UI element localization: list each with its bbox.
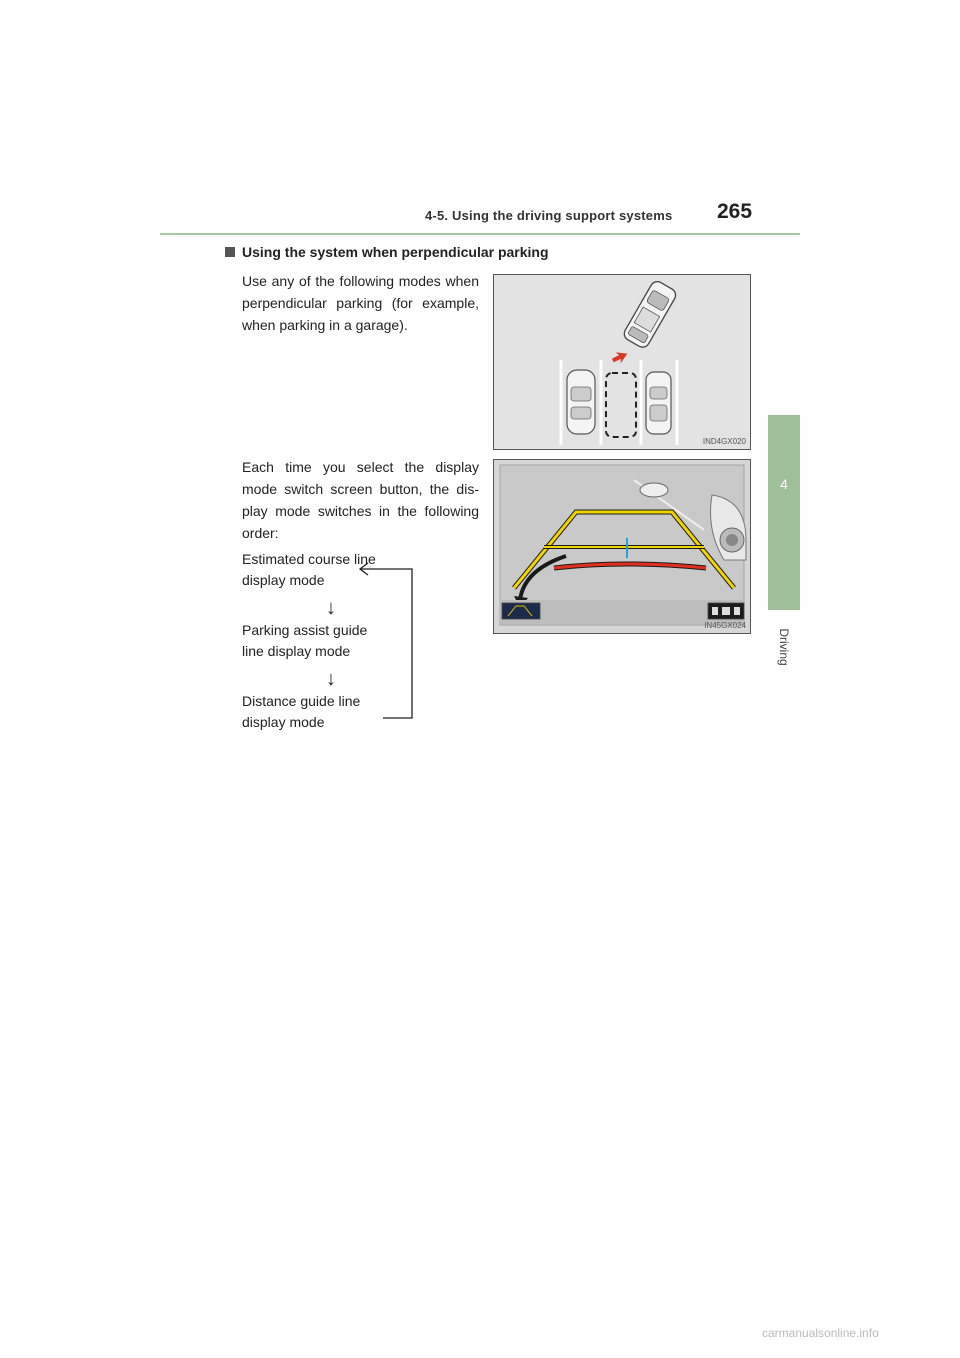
arrow-down-icon: ↓ [326, 668, 336, 690]
section-heading-text: Using the system when perpendicular parking [242, 244, 549, 260]
chapter-label-box [770, 617, 798, 677]
loop-back-arrow-icon [355, 560, 417, 722]
perpendicular-parking-illustration [493, 274, 751, 450]
mode-estimated-course: Estimated course line display mode [242, 551, 376, 588]
figure-code: IN45GX024 [704, 621, 746, 630]
chapter-tab [768, 415, 800, 610]
mode-parking-assist: Parking assist guide line display mode [242, 622, 368, 659]
parking-diagram-icon [494, 275, 750, 449]
square-bullet-icon [225, 247, 235, 257]
chapter-label: Driving [777, 628, 791, 666]
figure-code: IND4GX020 [702, 437, 746, 446]
chapter-number: 4 [780, 476, 788, 492]
mode-switch-paragraph: Each time you select the display mode switch screen button, the dis-play mode switches in the following order: [242, 459, 479, 541]
header-divider [160, 233, 800, 235]
running-header-title: 4-5. Using the driving support systems [425, 208, 673, 223]
page-number: 265 [717, 200, 753, 223]
watermark: carmanualsonline.info [762, 1326, 879, 1340]
section-heading [225, 244, 549, 260]
mode-distance-guide: Distance guide line display mode [242, 693, 361, 730]
arrow-down-icon: ↓ [326, 597, 336, 619]
intro-paragraph: Use any of the following modes when perpendicular parking (for example, when parking in a garage). [242, 273, 479, 333]
camera-view-icon [494, 460, 750, 633]
rear-camera-screen-illustration [493, 459, 751, 634]
